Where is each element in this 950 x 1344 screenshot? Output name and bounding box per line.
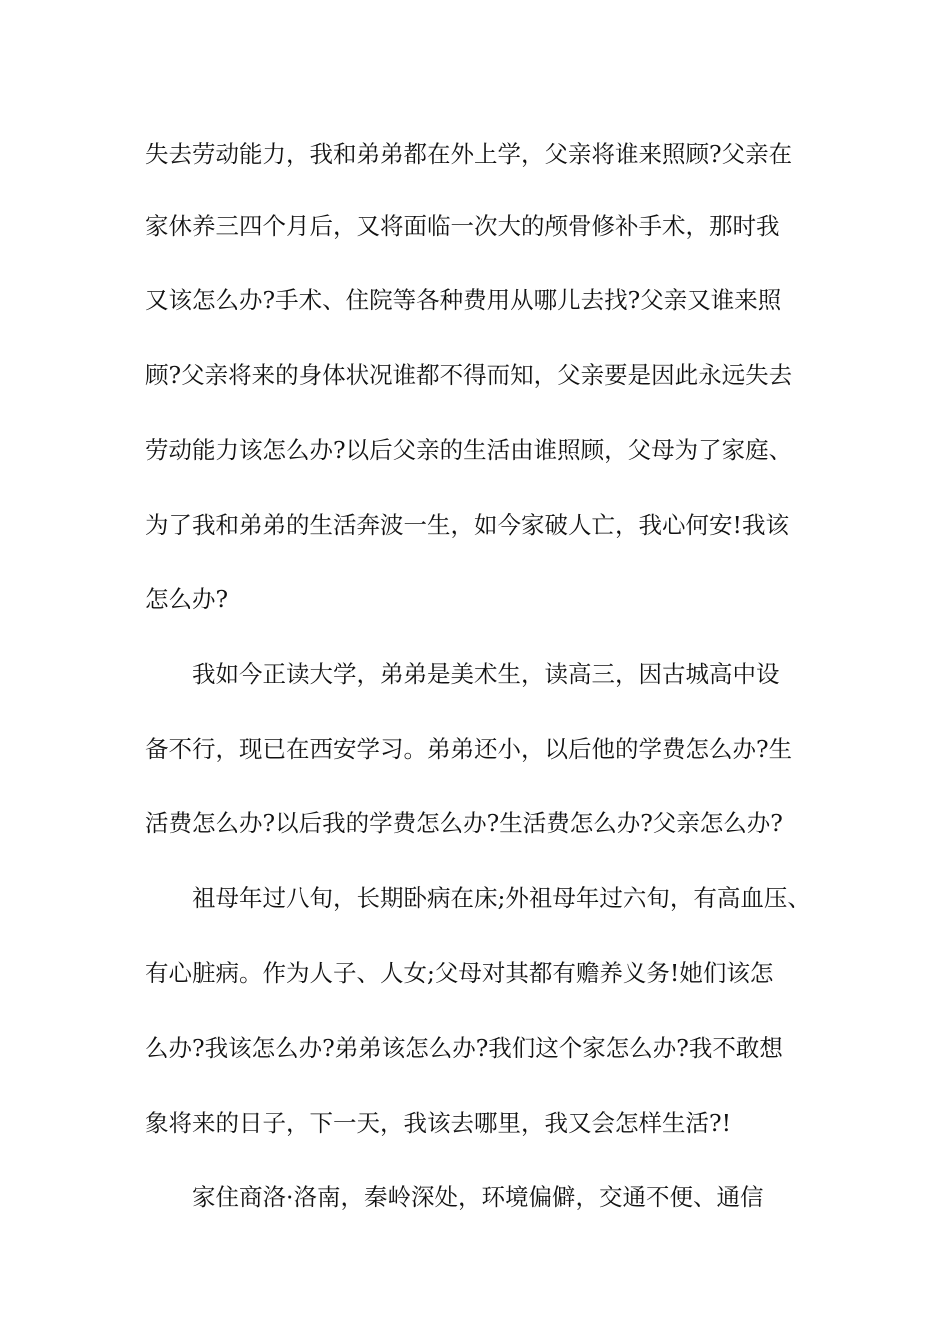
text-line: 象将来的日子，下一天，我该去哪里，我又会怎样生活?!: [145, 1109, 732, 1137]
text-line: 有心脏病。作为人子、人女;父母对其都有赡养义务!她们该怎: [145, 959, 774, 987]
text-line: 失去劳动能力，我和弟弟都在外上学，父亲将谁来照顾?父亲在: [145, 140, 793, 168]
paragraph-first-line: 家住商洛·洛南，秦岭深处，环境偏僻，交通不便、通信: [192, 1183, 764, 1211]
text-line: 怎么办?: [145, 585, 229, 613]
text-line: 么办?我该怎么办?弟弟该怎么办?我们这个家怎么办?我不敢想: [145, 1034, 783, 1062]
text-line: 劳动能力该怎么办?以后父亲的生活由谁照顾，父母为了家庭、: [145, 436, 793, 464]
text-line: 活费怎么办?以后我的学费怎么办?生活费怎么办?父亲怎么办?: [145, 809, 783, 837]
text-line: 备不行，现已在西安学习。弟弟还小，以后他的学费怎么办?生: [145, 735, 793, 763]
paragraph-first-line: 我如今正读大学，弟弟是美术生，读高三，因古城高中设: [192, 660, 780, 688]
text-line: 又该怎么办?手术、住院等各种费用从哪儿去找?父亲又谁来照: [145, 286, 782, 314]
text-line: 顾?父亲将来的身体状况谁都不得而知，父亲要是因此永远失去: [145, 361, 793, 389]
text-line: 家休养三四个月后，又将面临一次大的颅骨修补手术，那时我: [145, 212, 780, 240]
text-line: 为了我和弟弟的生活奔波一生，如今家破人亡，我心何安!我该: [145, 511, 789, 539]
paragraph-first-line: 祖母年过八旬，长期卧病在床;外祖母年过六旬，有高血压、: [192, 884, 811, 912]
